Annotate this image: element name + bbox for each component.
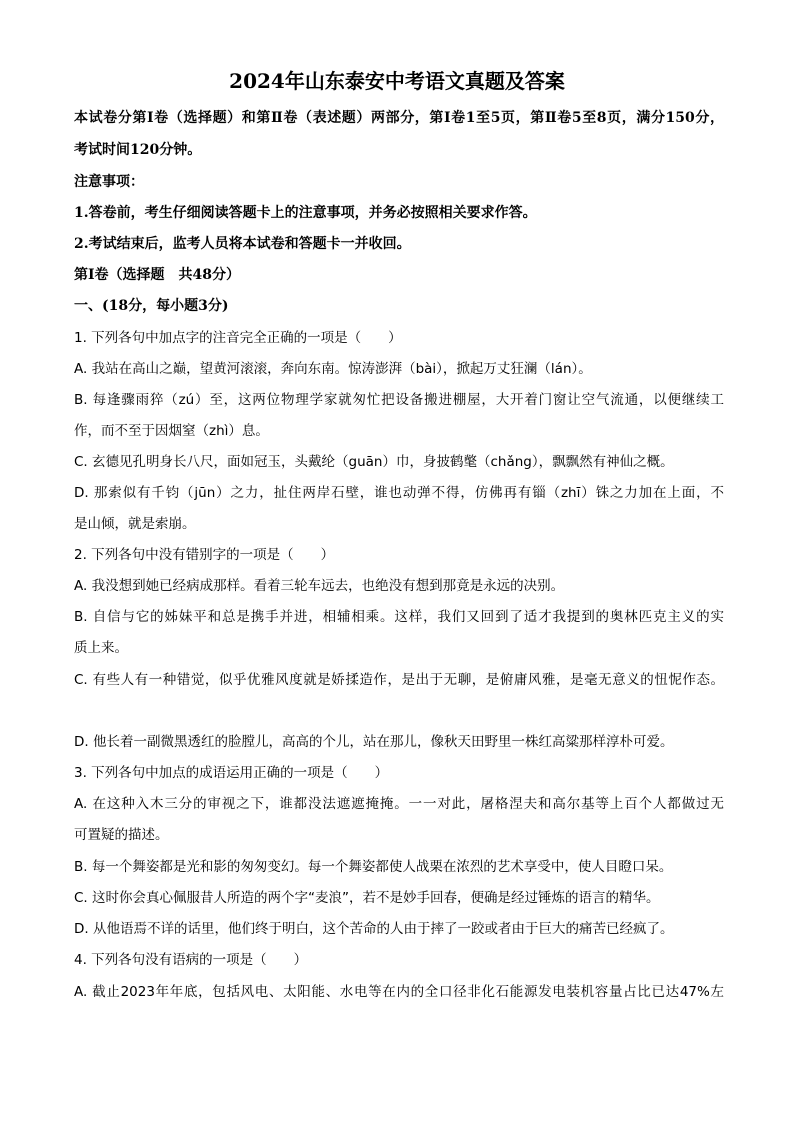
question-3-option-b: B. 每一个舞姿都是光和影的匆匆变幻。每一个舞姿都使人战栗在浓烈的艺术享受中，使人目瞪口呆。 [74, 859, 673, 875]
question-1-option-d-line-2: 是山倾，就是索崩。 [74, 516, 196, 532]
question-2-stem: 2. 下列各句中没有错别字的一项是（ ） [74, 547, 335, 563]
notice-item-1: 1.答卷前，考生仔细阅读答题卡上的注意事项，并务必按照相关要求作答。 [74, 205, 537, 221]
question-1-stem: 1. 下列各句中加点字的注音完全正确的一项是（ ） [74, 330, 402, 346]
question-3-option-a-line-2: 可置疑的描述。 [74, 827, 169, 843]
question-2-option-c: C. 有些人有一种错觉，似乎优雅风度就是娇揉造作，是出于无聊，是俯庸风雅，是毫无意义的忸怩作态。 [74, 672, 724, 688]
question-4-option-a-line-1: A. 截止2023年年底，包括风电、太阳能、水电等在内的全口径非化石能源发电装机容量占比已达47%左 [74, 984, 724, 1000]
question-3-stem: 3. 下列各句中加点的成语运用正确的一项是（ ） [74, 765, 389, 781]
question-2-option-a: A. 我没想到她已经病成那样。看着三轮车远去，也绝没有想到那竟是永远的决别。 [74, 578, 565, 594]
question-4-stem: 4. 下列各句没有语病的一项是（ ） [74, 952, 308, 968]
question-1-option-b-line-2: 作，而不至于因烟窒（zhì）息。 [74, 423, 269, 439]
question-3-option-c: C. 这时你会真心佩服昔人所造的两个字“麦浪”，若不是妙手回春，便确是经过锤炼的语言的精华。 [74, 890, 660, 906]
question-3-option-a-line-1: A. 在这种入木三分的审视之下，谁都没法遮遮掩掩。一一对此，屠格涅夫和高尔基等上百个人都做过无 [74, 796, 724, 812]
question-2-option-d: D. 他长着一副微黑透红的脸膛儿，高高的个儿，站在那儿，像秋天田野里一株红高粱那样淳朴可爱。 [74, 734, 674, 750]
question-3-option-d: D. 从他语焉不详的话里，他们终于明白，这个苦命的人由于摔了一跤或者由于巨大的痛苦已经疯了。 [74, 921, 674, 937]
question-1-option-a: A. 我站在高山之巅，望黄河滚滚，奔向东南。惊涛澎湃（bài），掀起万丈狂澜（lán）。 [74, 361, 592, 377]
question-1-option-b-line-1: B. 每逢骤雨猝（zú）至，这两位物理学家就匆忙把设备搬进棚屋，大开着门窗让空气流通，以便继续工 [74, 392, 724, 408]
notice-heading: 注意事项： [74, 174, 144, 190]
intro-line-1: 本试卷分第Ⅰ卷（选择题）和第Ⅱ卷（表述题）两部分，第Ⅰ卷1至5页，第Ⅱ卷5至8页，满分150分， [74, 110, 724, 126]
question-2-option-b-line-2: 质上来。 [74, 640, 128, 656]
question-1-option-d-line-1: D. 那索似有千钧（jūn）之力，扯住两岸石壁，谁也动弹不得，仿佛再有锱（zhī）铢之力加在上面，不 [74, 485, 724, 501]
question-2-option-b-line-1: B. 自信与它的姊妹平和总是携手并进，相辅相乘。这样，我们又回到了适才我提到的奥林匹克主义的实 [74, 609, 724, 625]
part-heading: 一、(18分，每小题3分) [74, 298, 229, 314]
document-title: 2024年山东泰安中考语文真题及答案 [229, 69, 565, 93]
notice-item-2: 2.考试结束后，监考人员将本试卷和答题卡一并收回。 [74, 236, 411, 252]
question-1-option-c: C. 玄德见孔明身长八尺，面如冠玉，头戴纶（guān）巾，身披鹤氅（chǎng），飘飘然有神仙之概。 [74, 454, 674, 470]
intro-line-2: 考试时间120分钟。 [74, 142, 202, 158]
volume-heading: 第Ⅰ卷（选择题 共48分） [74, 267, 241, 283]
